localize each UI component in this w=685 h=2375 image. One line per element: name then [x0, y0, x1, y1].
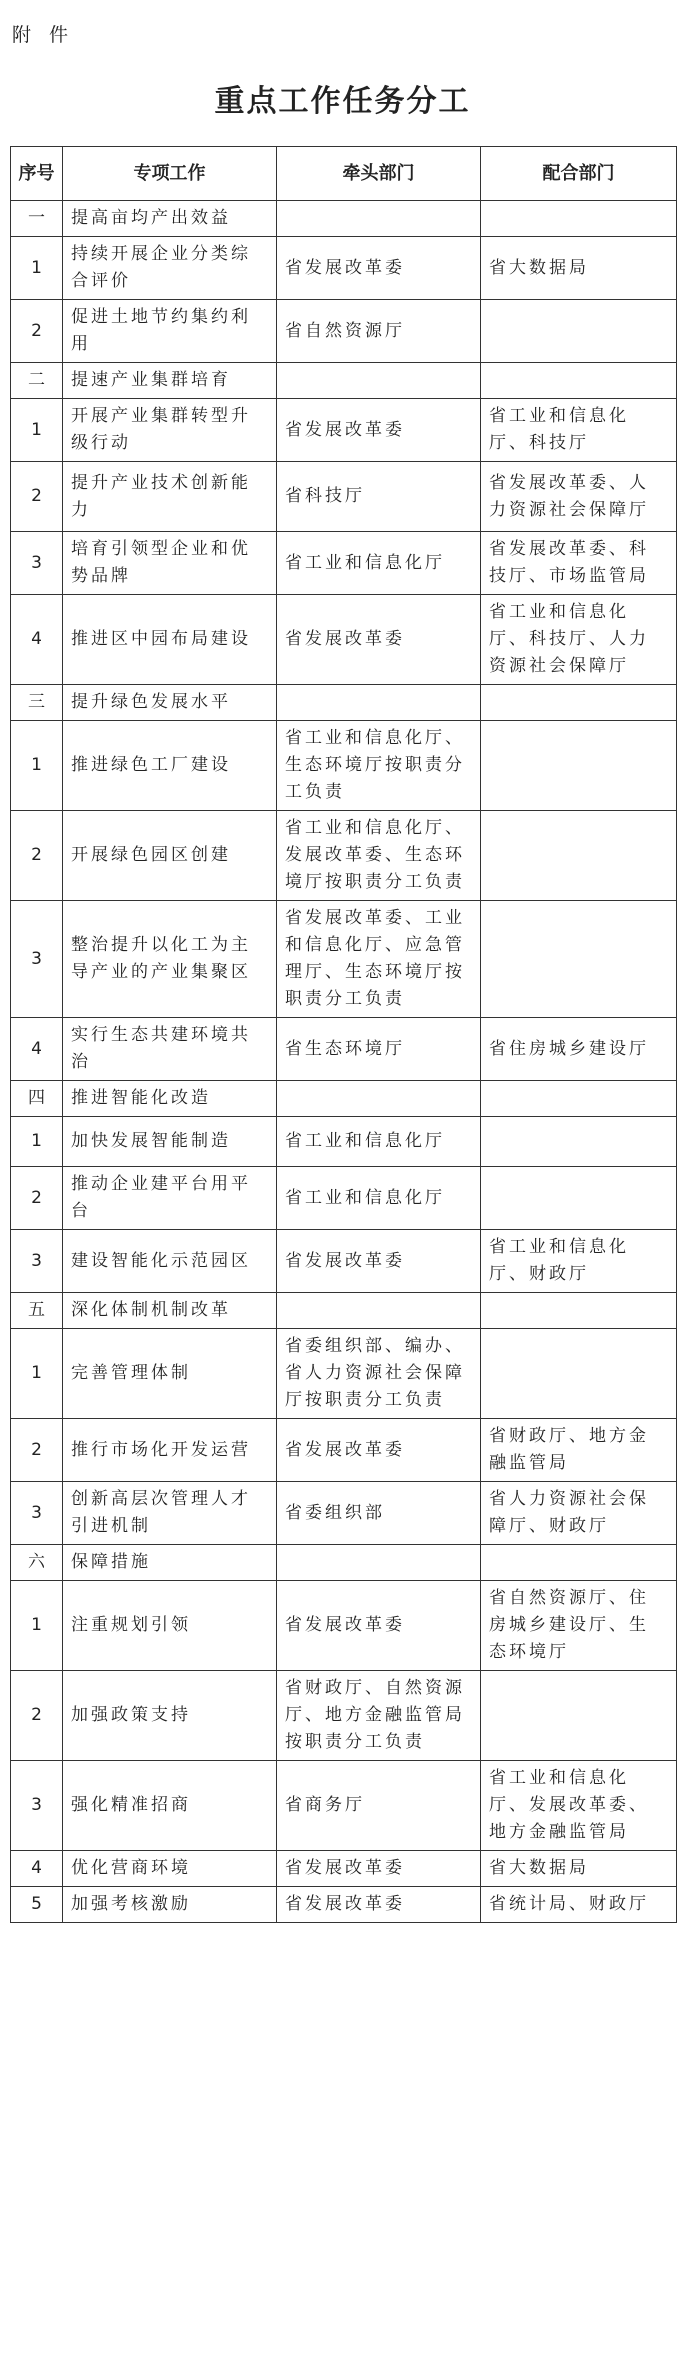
header-assist: 配合部门	[481, 147, 677, 201]
cell-lead: 省发展改革委	[277, 1230, 481, 1293]
cell-lead: 省工业和信息化厅	[277, 532, 481, 595]
cell-work: 培育引领型企业和优势品牌	[63, 532, 277, 595]
cell-lead: 省商务厅	[277, 1761, 481, 1851]
cell-seq: 1	[11, 1581, 63, 1671]
table-row	[11, 1581, 677, 1671]
table-row	[11, 237, 677, 300]
table-body	[11, 201, 677, 1923]
cell-lead: 省发展改革委	[277, 1419, 481, 1482]
cell-work: 提速产业集群培育	[63, 363, 277, 399]
cell-seq: 4	[11, 595, 63, 685]
cell-seq: 2	[11, 1167, 63, 1230]
section-row	[11, 685, 677, 721]
cell-seq: 四	[11, 1081, 63, 1117]
cell-assist: 省大数据局	[481, 1851, 677, 1887]
cell-lead: 省财政厅、自然资源厅、地方金融监管局按职责分工负责	[277, 1671, 481, 1761]
cell-assist	[481, 901, 677, 1018]
table-row	[11, 1887, 677, 1923]
table-row	[11, 1851, 677, 1887]
table-row	[11, 462, 677, 532]
cell-work: 推进区中园布局建设	[63, 595, 277, 685]
cell-work: 推进智能化改造	[63, 1081, 277, 1117]
table-row	[11, 300, 677, 363]
cell-lead: 省工业和信息化厅、发展改革委、生态环境厅按职责分工负责	[277, 811, 481, 901]
section-row	[11, 1081, 677, 1117]
cell-lead: 省发展改革委	[277, 1851, 481, 1887]
cell-seq: 3	[11, 1761, 63, 1851]
cell-seq: 1	[11, 1329, 63, 1419]
cell-seq: 3	[11, 901, 63, 1018]
cell-work: 保障措施	[63, 1545, 277, 1581]
table-row	[11, 1419, 677, 1482]
cell-work: 推行市场化开发运营	[63, 1419, 277, 1482]
cell-work: 推动企业建平台用平台	[63, 1167, 277, 1230]
cell-seq: 2	[11, 1671, 63, 1761]
cell-work: 提升绿色发展水平	[63, 685, 277, 721]
cell-seq: 1	[11, 721, 63, 811]
cell-work: 加快发展智能制造	[63, 1117, 277, 1167]
cell-lead: 省发展改革委、工业和信息化厅、应急管理厅、生态环境厅按职责分工负责	[277, 901, 481, 1018]
section-row	[11, 1545, 677, 1581]
cell-assist: 省自然资源厅、住房城乡建设厅、生态环境厅	[481, 1581, 677, 1671]
section-row	[11, 1293, 677, 1329]
cell-seq: 2	[11, 1419, 63, 1482]
cell-assist: 省财政厅、地方金融监管局	[481, 1419, 677, 1482]
cell-assist: 省工业和信息化厅、发展改革委、地方金融监管局	[481, 1761, 677, 1851]
cell-assist	[481, 363, 677, 399]
table-row	[11, 901, 677, 1018]
cell-lead	[277, 685, 481, 721]
cell-lead: 省发展改革委	[277, 399, 481, 462]
cell-assist: 省发展改革委、科技厅、市场监管局	[481, 532, 677, 595]
cell-lead: 省发展改革委	[277, 595, 481, 685]
header-work: 专项工作	[63, 147, 277, 201]
table-row	[11, 1761, 677, 1851]
cell-assist	[481, 1671, 677, 1761]
cell-seq: 4	[11, 1018, 63, 1081]
cell-work: 注重规划引领	[63, 1581, 277, 1671]
cell-seq: 4	[11, 1851, 63, 1887]
cell-lead	[277, 1293, 481, 1329]
cell-lead: 省委组织部、编办、省人力资源社会保障厅按职责分工负责	[277, 1329, 481, 1419]
cell-assist	[481, 201, 677, 237]
cell-assist	[481, 1117, 677, 1167]
table-row	[11, 1018, 677, 1081]
attachment-label: 附 件	[12, 24, 75, 46]
cell-seq: 二	[11, 363, 63, 399]
header-lead: 牵头部门	[277, 147, 481, 201]
header-seq: 序号	[11, 147, 63, 201]
cell-seq: 1	[11, 1117, 63, 1167]
cell-seq: 三	[11, 685, 63, 721]
table-row	[11, 1230, 677, 1293]
table-row	[11, 399, 677, 462]
table-row	[11, 532, 677, 595]
table-row	[11, 1329, 677, 1419]
cell-seq: 2	[11, 462, 63, 532]
cell-lead	[277, 1545, 481, 1581]
cell-seq: 3	[11, 1230, 63, 1293]
cell-work: 提高亩均产出效益	[63, 201, 277, 237]
cell-work: 开展绿色园区创建	[63, 811, 277, 901]
cell-work: 创新高层次管理人才引进机制	[63, 1482, 277, 1545]
cell-work: 推进绿色工厂建设	[63, 721, 277, 811]
cell-seq: 一	[11, 201, 63, 237]
cell-seq: 2	[11, 811, 63, 901]
cell-seq: 1	[11, 237, 63, 300]
cell-lead: 省工业和信息化厅	[277, 1167, 481, 1230]
table-row	[11, 1671, 677, 1761]
cell-assist: 省工业和信息化厅、科技厅、人力资源社会保障厅	[481, 595, 677, 685]
table-row	[11, 1482, 677, 1545]
section-row	[11, 363, 677, 399]
cell-assist	[481, 1329, 677, 1419]
cell-assist	[481, 811, 677, 901]
cell-work: 强化精准招商	[63, 1761, 277, 1851]
cell-work: 建设智能化示范园区	[63, 1230, 277, 1293]
table-row	[11, 1117, 677, 1167]
cell-assist: 省统计局、财政厅	[481, 1887, 677, 1923]
cell-lead: 省工业和信息化厅	[277, 1117, 481, 1167]
cell-seq: 五	[11, 1293, 63, 1329]
cell-lead: 省工业和信息化厅、生态环境厅按职责分工负责	[277, 721, 481, 811]
cell-work: 促进土地节约集约利用	[63, 300, 277, 363]
cell-work: 优化营商环境	[63, 1851, 277, 1887]
cell-work: 深化体制机制改革	[63, 1293, 277, 1329]
cell-lead	[277, 363, 481, 399]
cell-work: 加强政策支持	[63, 1671, 277, 1761]
cell-seq: 3	[11, 532, 63, 595]
table-row	[11, 811, 677, 901]
task-table	[10, 146, 677, 1923]
cell-work: 加强考核激励	[63, 1887, 277, 1923]
table-row	[11, 1167, 677, 1230]
cell-work: 实行生态共建环境共治	[63, 1018, 277, 1081]
table-row	[11, 595, 677, 685]
table-row	[11, 721, 677, 811]
cell-work: 整治提升以化工为主导产业的产业集聚区	[63, 901, 277, 1018]
cell-assist: 省人力资源社会保障厅、财政厅	[481, 1482, 677, 1545]
cell-assist	[481, 300, 677, 363]
cell-seq: 3	[11, 1482, 63, 1545]
cell-work: 开展产业集群转型升级行动	[63, 399, 277, 462]
cell-lead	[277, 1081, 481, 1117]
cell-assist	[481, 1293, 677, 1329]
cell-work: 提升产业技术创新能力	[63, 462, 277, 532]
cell-seq: 2	[11, 300, 63, 363]
cell-seq: 5	[11, 1887, 63, 1923]
cell-assist: 省大数据局	[481, 237, 677, 300]
cell-seq: 1	[11, 399, 63, 462]
page-title: 重点工作任务分工	[214, 84, 471, 119]
cell-lead: 省发展改革委	[277, 1887, 481, 1923]
cell-lead: 省科技厅	[277, 462, 481, 532]
cell-assist	[481, 1545, 677, 1581]
cell-lead: 省自然资源厅	[277, 300, 481, 363]
cell-assist: 省发展改革委、人力资源社会保障厅	[481, 462, 677, 532]
cell-assist: 省工业和信息化厅、科技厅	[481, 399, 677, 462]
cell-work: 持续开展企业分类综合评价	[63, 237, 277, 300]
table-header-row	[11, 147, 677, 201]
cell-assist	[481, 1081, 677, 1117]
cell-lead: 省生态环境厅	[277, 1018, 481, 1081]
cell-assist: 省住房城乡建设厅	[481, 1018, 677, 1081]
cell-assist	[481, 685, 677, 721]
cell-lead: 省发展改革委	[277, 1581, 481, 1671]
cell-seq: 六	[11, 1545, 63, 1581]
cell-lead: 省发展改革委	[277, 237, 481, 300]
cell-work: 完善管理体制	[63, 1329, 277, 1419]
cell-assist: 省工业和信息化厅、财政厅	[481, 1230, 677, 1293]
cell-lead	[277, 201, 481, 237]
cell-lead: 省委组织部	[277, 1482, 481, 1545]
section-row	[11, 201, 677, 237]
cell-assist	[481, 1167, 677, 1230]
cell-assist	[481, 721, 677, 811]
